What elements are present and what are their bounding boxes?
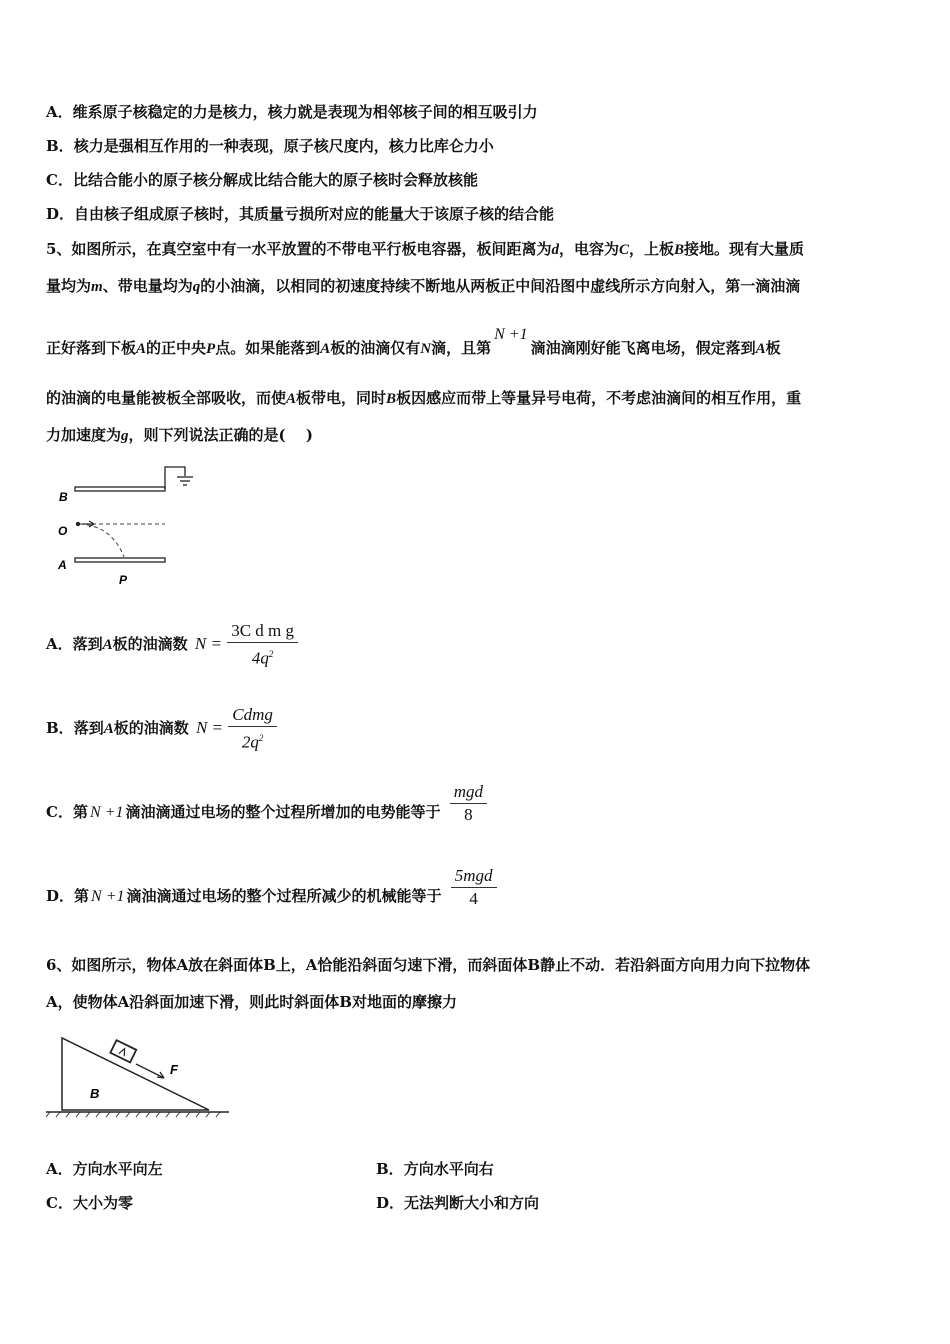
label-b: B: [90, 1086, 100, 1101]
q6-option-d: D．无法判断大小和方向: [376, 1194, 540, 1212]
q5-option-d: D．第 N +1 滴油滴通过电场的整个过程所减少的机械能等于 $\frac{\text{5mgd}}{4}$: [46, 869, 497, 924]
q5-stem-line2: 量均为m、带电量均为q的小油滴，以相同的初速度持续不断地从两板正中间沿图中虚线所示方向射入，第一滴油滴: [46, 277, 801, 295]
q5-option-c-fraction: $\frac{\text{mgd}}{8}$: [450, 781, 487, 826]
q5-option-b: B．落到A板的油滴数 N = $\frac{\text{Cdmg}}{2q^2}$: [46, 701, 277, 756]
label-b: B: [59, 490, 68, 504]
droplet-trajectory: [80, 524, 124, 557]
q6-option-b: B．方向水平向右: [376, 1160, 494, 1178]
q6-option-a: A．方向水平向左: [46, 1160, 163, 1178]
q6-option-c: C．大小为零: [46, 1194, 133, 1212]
ground-wire: [165, 467, 185, 489]
q4-option-d: D．自由核子组成原子核时，其质量亏损所对应的能量大于该原子核的结合能: [46, 205, 555, 223]
block-a: [110, 1040, 136, 1062]
label-o: O: [58, 524, 68, 538]
label-a: A: [58, 558, 67, 572]
q6-stem-line1: 6、如图所示，物体A放在斜面体B上，A恰能沿斜面匀速下滑，而斜面体B静止不动．若沿斜面方向用力向下拉物体: [46, 956, 811, 974]
q6-incline-figure: [44, 1028, 234, 1120]
q5-n-plus-1: N +1: [494, 326, 528, 343]
point-o: [76, 522, 80, 526]
q5-option-a: A．落到A板的油滴数 N = $\frac{\text{3C d m g}}{4q^2}$: [46, 617, 298, 672]
q4-option-b: B．核力是强相互作用的一种表现，原子核尺度内，核力比库仑力小: [46, 137, 494, 155]
q5-capacitor-figure: [50, 462, 200, 592]
q5-option-a-fraction: $\frac{\text{3C d m g}}{4q^2}$: [227, 620, 298, 670]
q5-option-c: C．第 N +1 滴油滴通过电场的整个过程所增加的电势能等于 $\frac{\text{mgd}}{8}$: [46, 785, 487, 840]
q6-stem-line2: A，使物体A沿斜面加速下滑，则此时斜面体B对地面的摩擦力: [46, 993, 457, 1011]
q5-option-d-fraction: $\frac{\text{5mgd}}{4}$: [451, 865, 497, 910]
q5-stem-line5: 力加速度为g，则下列说法正确的是( ): [46, 426, 313, 444]
q4-option-a: A．维系原子核稳定的力是核力，核力就是表现为相邻核子间的相互吸引力: [46, 103, 538, 121]
label-p: P: [119, 573, 128, 587]
plate-a: [75, 558, 165, 562]
q5-option-b-fraction: $\frac{\text{Cdmg}}{2q^2}$: [228, 704, 277, 754]
label-f: F: [170, 1062, 178, 1077]
q4-option-c: C．比结合能小的原子核分解成比结合能大的原子核时会释放核能: [46, 171, 478, 189]
q5-stem-line1: 5、如图所示，在真空室中有一水平放置的不带电平行板电容器，板间距离为d，电容为C，上板B接地。现有大量质: [46, 240, 805, 258]
q5-stem-line3: 正好落到下板A的正中央P点。如果能落到A板的油滴仅有N滴，且第N +1滴油滴刚好能飞离电场，假定落到A板: [46, 326, 781, 357]
q5-stem-line4: 的油滴的电量能被板全部吸收，而使A板带电，同时B板因感应而带上等量异号电荷，不考虑油滴间的相互作用，重: [46, 389, 802, 407]
plate-b: [75, 487, 165, 491]
